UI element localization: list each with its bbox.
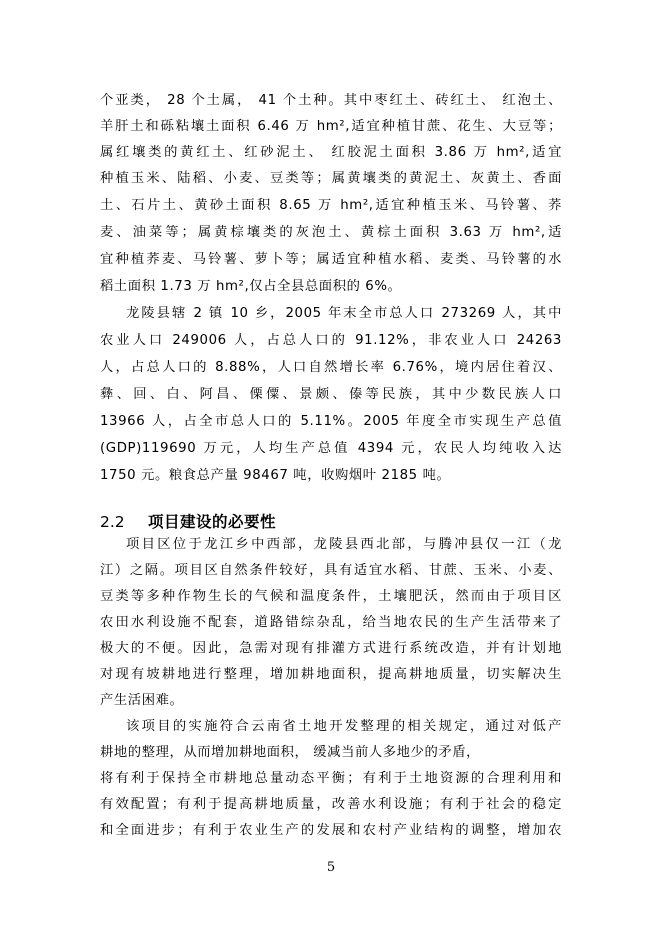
body-text-line: 1750 元。粮食总产量 98467 吨，收购烟叶 2185 吨。 (100, 468, 451, 483)
body-text-line: 土、石片土、黄砂土面积 8.65 万 hm²,适宜种植玉米、马铃薯、荞 (100, 198, 562, 213)
body-text-line: 耕地的整理，从而增加耕地面积， 缓减当前人多地少的矛盾， (100, 745, 481, 760)
body-text-line: 羊肝土和砾粘壤土面积 6.46 万 hm²,适宜种植甘蔗、花生、大豆等； (100, 119, 562, 134)
body-text-line: (GDP)119690 万元，人均生产总值 4394 元，农民人均纯收入达 (100, 441, 562, 456)
body-text-line: 彝、回、白、阿昌、傈僳、景颇、傣等民族，其中少数民族人口 (100, 387, 562, 402)
body-text-line: 江）之隔。项目区自然条件较好，具有适宜水稻、甘蔗、玉米、小麦、 (100, 563, 562, 578)
body-text-line: 宜种植荞麦、马铃薯、萝卜等；属适宜种植水稻、麦类、马铃薯的水 (100, 252, 562, 267)
body-text-line: 龙陵县辖 2 镇 10 乡，2005 年末全市总人口 273269 人，其中 (126, 306, 562, 321)
body-text-line: 有效配置；有利于提高耕地质量，改善水利设施；有利于社会的稳定 (100, 797, 562, 812)
body-text-line: 农田水利设施不配套，道路错综杂乱，给当地农民的生产生活带来了 (100, 615, 562, 630)
section-number: 2.2 (100, 513, 125, 531)
body-text-line: 对现有坡耕地进行整理，增加耕地面积，提高耕地质量，切实解决生 (100, 667, 562, 682)
body-text-line: 属红壤类的黄红土、红砂泥土、 红胶泥土面积 3.86 万 hm²,适宜 (100, 145, 562, 160)
body-text-line: 极大的不便。因此，急需对现有排灌方式进行系统改造，并有计划地 (100, 641, 562, 656)
page-number: 5 (326, 860, 336, 875)
body-text-line: 13966 人，占全市总人口的 5.11%。2005 年度全市实现生产总值 (100, 414, 562, 429)
body-text-line: 人，占总人口的 8.88%，人口自然增长率 6.76%，境内居住着汉、 (100, 360, 562, 375)
body-text-line: 产生活困难。 (100, 693, 184, 708)
body-text-line: 该项目的实施符合云南省土地开发整理的相关规定，通过对低产 (126, 719, 562, 734)
body-text-line: 项目区位于龙江乡中西部，龙陵县西北部，与腾冲县仅一江（龙 (126, 537, 562, 552)
body-text-line: 将有利于保持全市耕地总量动态平衡；有利于土地资源的合理利用和 (100, 771, 562, 786)
section-title: 项目建设的必要性 (148, 513, 277, 531)
body-text-line: 种植玉米、陆稻、小麦、豆类等；属黄壤类的黄泥土、灰黄土、香面 (100, 171, 562, 186)
body-text-line: 稻土面积 1.73 万 hm²,仅占全县总面积的 6%。 (100, 279, 402, 294)
body-text-line: 豆类等多种作物生长的气候和温度条件，土壤肥沃，然而由于项目区 (100, 589, 562, 604)
body-text-line: 和全面进步；有利于农业生产的发展和农村产业结构的调整，增加农 (100, 823, 562, 838)
body-text-line: 麦、油菜等；属黄棕壤类的灰泡土、黄棕土面积 3.63 万 hm²,适 (100, 225, 562, 240)
body-text-line: 农业人口 249006 人，占总人口的 91.12%，非农业人口 24263 (100, 333, 562, 348)
body-text-line: 个亚类， 28 个土属， 41 个土种。其中枣红土、砖红土、 红泡土、 (100, 93, 562, 108)
